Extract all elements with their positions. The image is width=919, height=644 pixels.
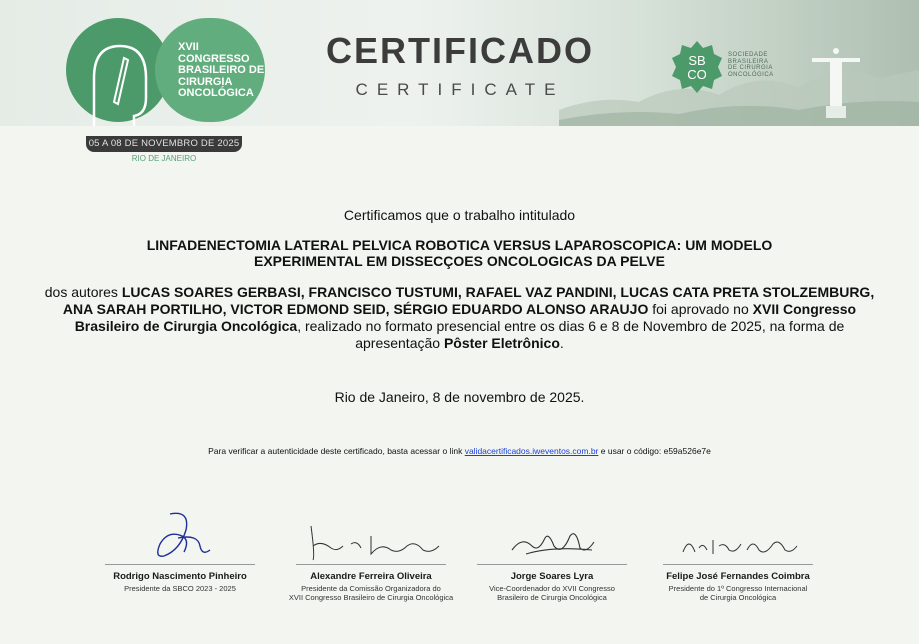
signer-role [271,584,471,602]
signature-line [105,564,255,565]
handwritten-signature [482,506,622,564]
certificate-title: CERTIFICADO [326,30,594,71]
verification-note [0,446,919,456]
signer-role-line: Presidente da SBCO 2023 - 2025 [124,584,236,593]
end-punctuation: . [559,335,564,351]
signature-line [477,564,627,565]
head-scalpel-icon [84,38,156,126]
signature-block [80,506,280,593]
congress-dates-badge: 05 A 08 DE NOVEMBRO DE 2025 [86,136,242,152]
signer-role-line: Presidente do 1º Congresso Internacional [668,584,808,593]
signer-role-line: XVII Congresso Brasileiro de Cirurgia Oncológica [288,593,454,602]
signature-line [296,564,446,565]
society-line: DE CIRURGIA [728,65,773,71]
signer-role-line: Presidente da Comissão Organizadora do [301,584,441,593]
work-title [60,237,859,269]
congress-name: XVII Congresso Brasileiro de Cirurgia Oncológica [74,301,857,334]
edition-line: BRASILEIRO DE [178,64,265,76]
edition-line: ONCOLÓGICA [178,87,254,99]
signature-block [638,506,838,602]
authors-paragraph [40,284,879,352]
handwritten-signature [291,506,451,564]
signer-name: Felipe José Fernandes Coimbra [666,571,810,582]
society-line: SOCIEDADE [728,52,768,58]
place-and-date: Rio de Janeiro, 8 de novembro de 2025. [334,389,585,405]
verify-prefix: Para verificar a autenticidade deste certificado, basta acessar o link [208,446,465,456]
signer-name: Alexandre Ferreira Oliveira [310,571,432,582]
certificate-subtitle: CERTIFICATE [355,80,565,99]
signer-name: Jorge Soares Lyra [510,571,594,582]
signature-line [663,564,813,565]
held-text: , realizado no formato presencial entre os dias 6 e 8 de Novembro de 2025, na forma de apresentação [297,318,845,351]
christ-redeemer-statue-icon [808,40,864,118]
work-title-line: LINFADENECTOMIA LATERAL PELVICA ROBOTICA VERSUS LAPAROSCOPICA: UM MODELO [146,237,773,253]
edition-line: CONGRESSO [178,52,250,65]
signer-role [638,584,838,602]
handwritten-signature [120,506,240,564]
sbco-badge-line: CO [687,67,707,82]
signer-role [80,584,280,593]
signer-role-line: Vice-Coordenador do XVII Congresso [489,584,615,593]
verification-link[interactable]: validacertificados.iweventos.com.br [464,446,599,456]
society-name [728,52,774,78]
authors-prefix: dos autores [44,284,122,300]
edition-line: XVII [178,41,199,53]
signature-block [452,506,652,602]
presentation-type: Pôster Eletrônico [443,335,560,351]
sbco-badge-line: SB [688,53,706,68]
signature-block [271,506,471,602]
society-line: BRASILEIRA [728,58,769,65]
society-line: ONCOLÓGICA [728,71,774,78]
signer-name: Rodrigo Nascimento Pinheiro [113,571,247,582]
handwritten-signature [663,506,813,564]
signer-role [452,584,652,602]
congress-city: RIO DE JANEIRO [131,154,197,163]
work-title-line: EXPERIMENTAL EM DISSECÇOES ONCOLOGICAS DA PELVE [254,253,665,269]
certificate-intro: Certificamos que o trabalho intitulado [343,207,576,223]
authors-list: LUCAS SOARES GERBASI, FRANCISCO TUSTUMI, RAFAEL VAZ PANDINI, LUCAS CATA PRETA STOLZEMBURG, ANA SARAH PORTILHO, VICTOR EDMOND SEID, SÉRGIO EDUARDO ALONSO ARAUJO [62,284,875,317]
signer-role-line: Brasileiro de Cirurgia Oncológica [497,593,607,602]
sbco-logo-badge [670,40,724,94]
congress-logo-text [178,42,268,100]
signer-role-line: de Cirurgia Oncológica [699,593,777,602]
approved-text: foi aprovado no [648,301,753,317]
edition-line: CIRURGIA [178,75,233,88]
verify-suffix: e usar o código: e59a526e7e [598,446,711,456]
